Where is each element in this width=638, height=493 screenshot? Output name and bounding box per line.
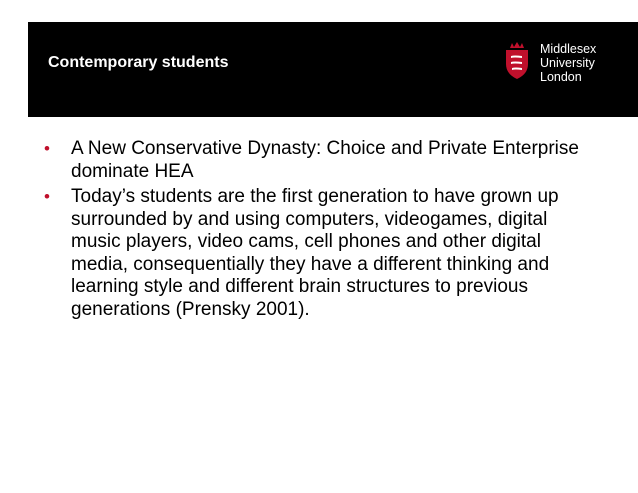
bullet-list [44, 138, 584, 324]
bullet-marker: • [44, 139, 50, 158]
university-logo [502, 42, 632, 92]
bullet-item-2 [44, 186, 584, 321]
university-wordmark [540, 42, 596, 84]
bullet-text: A New Conservative Dynasty: Choice and Private Enterprise dominate HEA [71, 138, 579, 182]
slide-title: Contemporary students [48, 54, 229, 71]
university-shield-icon [502, 42, 532, 80]
bullet-text: Today’s students are the first generation to have grown up surrounded by and using computers, videogames, digital music players, video cams, cell phones and other digital media, consequentially they have a different thinking and learning style and different brain structures to previous generations (Prensky 2001). [71, 186, 559, 320]
logo-line-2: University [540, 56, 595, 70]
bullet-marker: • [44, 187, 50, 206]
logo-line-3: London [540, 70, 582, 84]
logo-line-1: Middlesex [540, 42, 597, 56]
bullet-item-1 [44, 138, 584, 183]
slide-header [28, 22, 638, 117]
